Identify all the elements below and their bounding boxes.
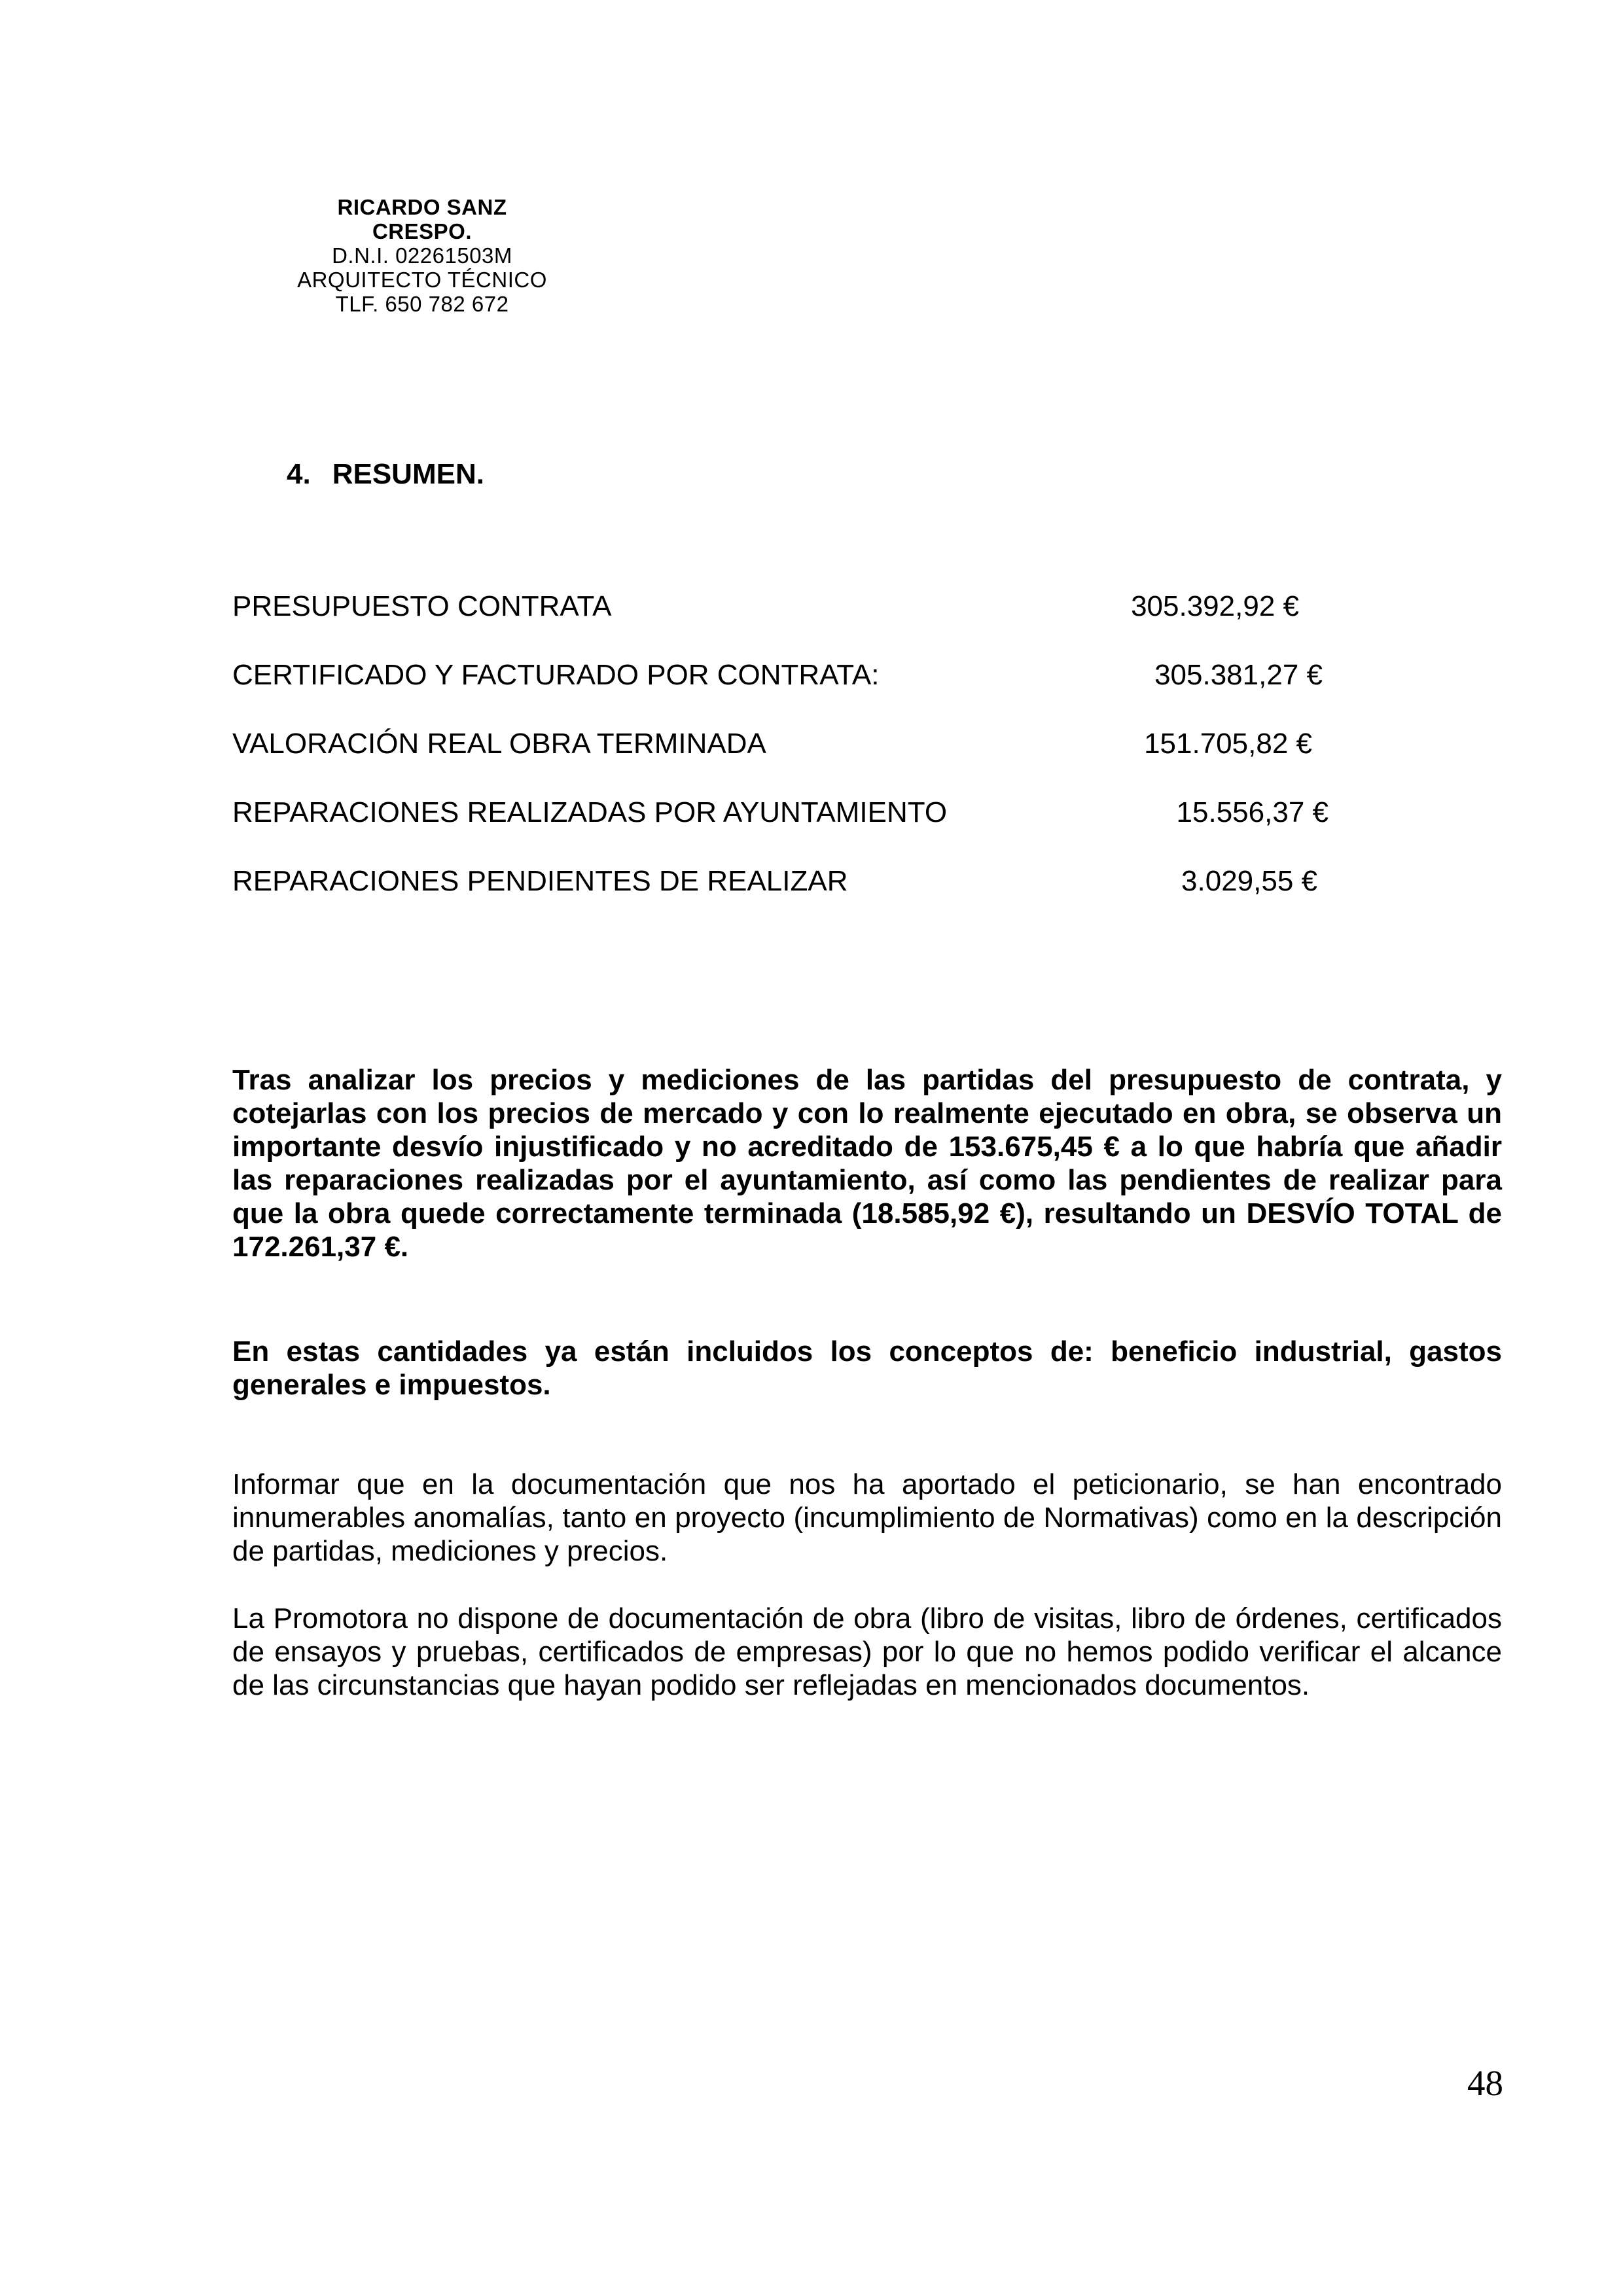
paragraph-conceptos-incluidos: En estas cantidades ya están incluidos los conceptos de: beneficio industrial, gastos generales e impuestos. — [232, 1335, 1502, 1401]
author-name: RICARDO SANZ CRESPO. — [337, 195, 507, 243]
summary-row-label: CERTIFICADO Y FACTURADO POR CONTRATA: — [232, 659, 880, 691]
summary-row — [232, 867, 1329, 896]
summary-row — [232, 798, 1329, 827]
paragraph-desvio-total: Tras analizar los precios y mediciones de las partidas del presupuesto de contrata, y cotejarlas con los precios de mercado y con lo realmente ejecutado en obra, se observa un importante desvío injustificado y no acreditado de 153.675,45 € a lo que habría que añadir las reparaciones realizadas por el ayuntamiento, así como las pendientes de realizar para que la obra quede correctamente terminada (18.585,92 €), resultando un DESVÍO TOTAL de 172.261,37 €. — [232, 1064, 1502, 1263]
paragraph-promotora: La Promotora no dispone de documentación de obra (libro de visitas, libro de órdenes, certificados de ensayos y pruebas, certificados de empresas) por lo que no hemos podido verificar el alcance de las circunstancias que hayan podido ser reflejadas en mencionados documentos. — [232, 1602, 1502, 1701]
author-profession: ARQUITECTO TÉCNICO — [297, 268, 547, 292]
section-title: RESUMEN. — [332, 458, 484, 490]
summary-row — [232, 592, 1329, 621]
summary-row-amount: 15.556,37 € — [1176, 796, 1329, 828]
summary-row — [232, 730, 1329, 758]
section-heading — [287, 458, 484, 491]
summary-row-amount: 305.392,92 € — [1131, 590, 1299, 622]
page-number: 48 — [1467, 2063, 1503, 2103]
summary-row-label: PRESUPUESTO CONTRATA — [232, 590, 612, 622]
summary-row-amount: 305.381,27 € — [1154, 659, 1323, 691]
author-header — [291, 195, 553, 316]
author-phone: TLF. 650 782 672 — [335, 292, 509, 316]
summary-table — [232, 592, 1329, 936]
summary-row-label: VALORACIÓN REAL OBRA TERMINADA — [232, 728, 766, 760]
author-dni: D.N.I. 02261503M — [332, 243, 512, 268]
summary-row-amount: 151.705,82 € — [1144, 728, 1312, 760]
section-number: 4. — [287, 458, 311, 490]
summary-row — [232, 661, 1329, 690]
summary-row-amount: 3.029,55 € — [1181, 865, 1317, 897]
summary-row-label: REPARACIONES PENDIENTES DE REALIZAR — [232, 865, 848, 897]
paragraph-anomalias: Informar que en la documentación que nos ha aportado el peticionario, se han encontrado innumerables anomalías, tanto en proyecto (incumplimiento de Normativas) como en la descripción de partidas, mediciones y precios. — [232, 1468, 1502, 1567]
summary-row-label: REPARACIONES REALIZADAS POR AYUNTAMIENTO — [232, 796, 948, 828]
